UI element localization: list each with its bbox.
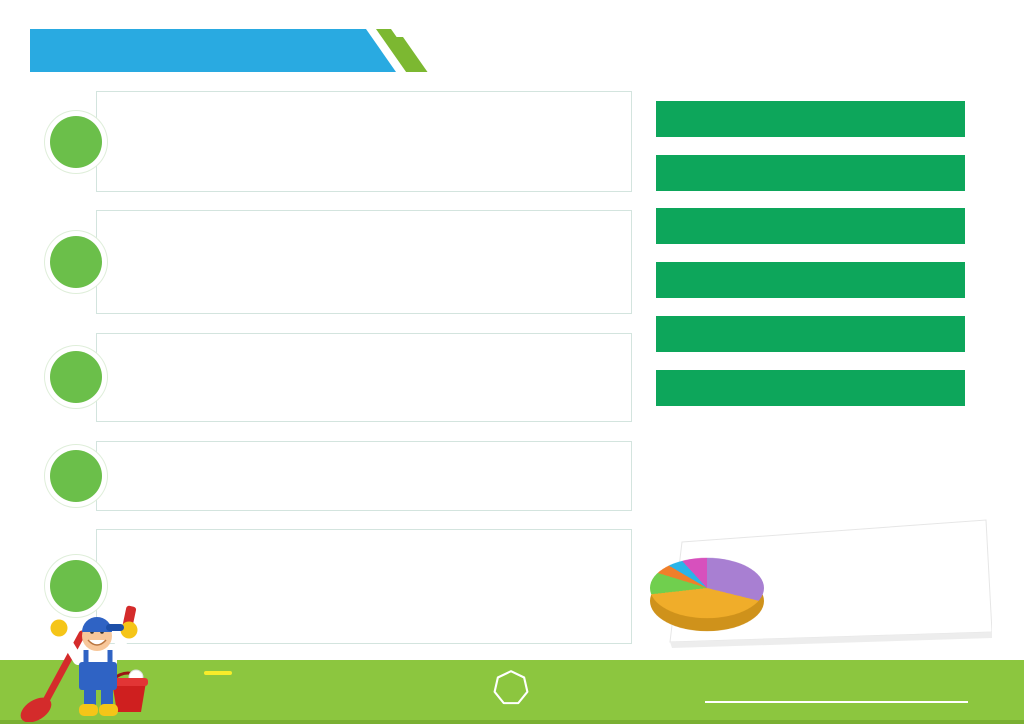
- value-banner-nang-dong: [656, 101, 965, 137]
- page-number-badge: [490, 667, 532, 709]
- header-ribbon: [30, 29, 396, 72]
- development-item-card: [96, 91, 632, 192]
- value-banner-nhiet-huyet: [656, 208, 965, 244]
- development-item-card: [96, 210, 632, 314]
- slogan-underline: [705, 701, 968, 703]
- development-item-card: [96, 333, 632, 422]
- value-banner-dong-doi: [656, 370, 965, 406]
- item-number-badge: [50, 236, 102, 288]
- statistics-clipart: [648, 426, 992, 650]
- mascot-cleaner-illustration: [8, 580, 183, 722]
- item-number-badge: [50, 116, 102, 168]
- development-item-card: [96, 441, 632, 511]
- value-banner-khach-hang: [656, 316, 965, 352]
- value-banner-trach-nhiem: [656, 262, 965, 298]
- member-badge: [204, 671, 232, 675]
- item-number-badge: [50, 450, 102, 502]
- item-number-badge: [50, 351, 102, 403]
- value-banner-sang-tao: [656, 155, 965, 191]
- pie-chart-graphic: [650, 558, 764, 618]
